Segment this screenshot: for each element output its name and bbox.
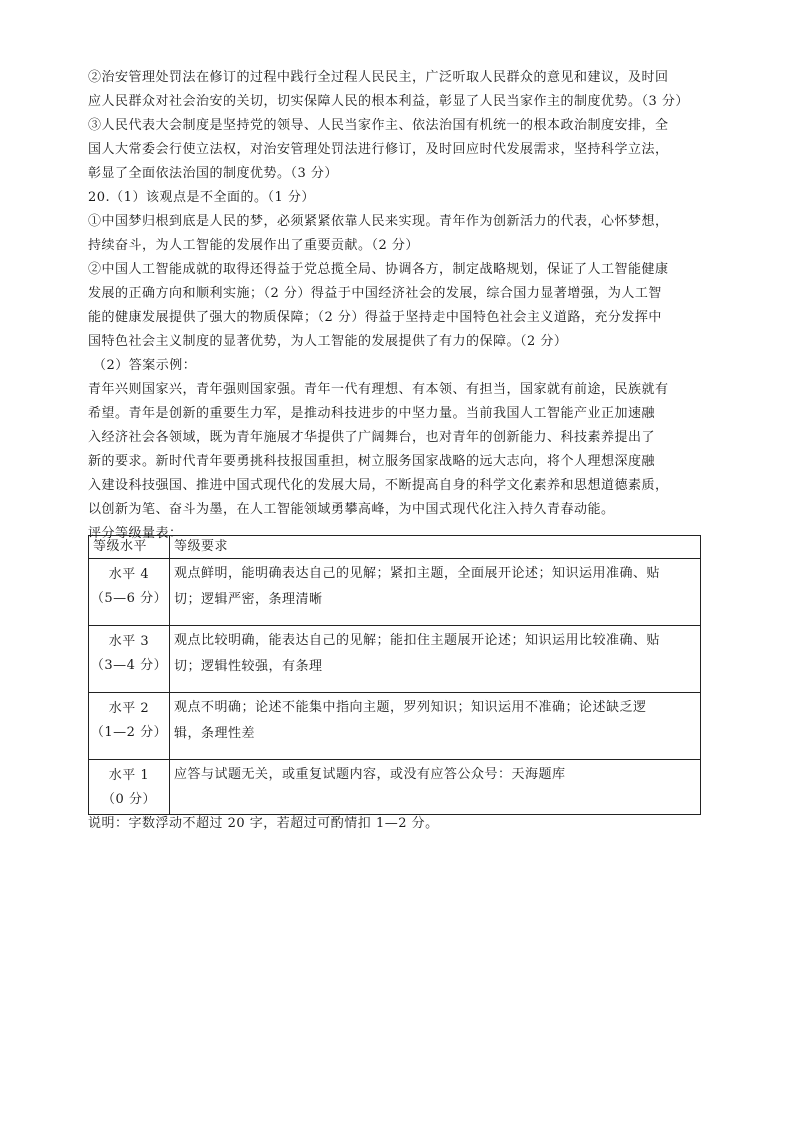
text-line: 入经济社会各领域，既为青年施展才华提供了广阔舞台，也对青年的创新能力、科技素养提出了 <box>88 430 656 445</box>
text-line: 持续奋斗，为人工智能的发展作出了重要贡献。（2 分） <box>88 238 419 253</box>
requirement-line: 观点鲜明，能明确表达自己的见解；紧扣主题，全面展开论述；知识运用准确、贴 <box>174 566 661 581</box>
header-level: 等级水平 <box>89 536 170 559</box>
text-line: 国特色社会主义制度的显著优势，为人工智能的发展提供了有力的保障。（2 分） <box>88 334 568 349</box>
text-line: 青年兴则国家兴，青年强则国家强。青年一代有理想、有本领、有担当，国家就有前途，民族就有 <box>88 382 669 397</box>
subquestion-heading: （2）答案示例： <box>93 358 197 373</box>
requirement-cell <box>170 626 701 693</box>
requirement-line: 应答与试题无关，或重复试题内容，或没有应答公众号：天海题库 <box>174 767 566 782</box>
level-cell <box>89 760 170 815</box>
text-line: 发展的正确方向和顺利实施；（2 分）得益于中国经济社会的发展，综合国力显著增强，为人工智 <box>88 286 662 301</box>
requirement-cell <box>170 760 701 815</box>
table-caption: 评分等级量表： <box>88 526 183 541</box>
level-score: （3—4 分） <box>90 658 168 673</box>
requirement-line: 观点比较明确，能表达自己的见解；能扣住主题展开论述；知识运用比较准确、贴 <box>174 633 661 648</box>
grading-table <box>88 535 701 815</box>
table-row <box>89 693 701 760</box>
text-line: 以创新为笔、奋斗为墨，在人工智能领域勇攀高峰，为中国式现代化注入持久青春动能。 <box>88 502 615 517</box>
text-line: 希望。青年是创新的重要生力军，是推动科技进步的中坚力量。当前我国人工智能产业正加速融 <box>88 406 656 421</box>
header-requirement: 等级要求 <box>170 536 701 559</box>
answer-text <box>88 66 728 546</box>
text-line: 能的健康发展提供了强大的物质保障；（2 分）得益于坚持走中国特色社会主义道路，充分发挥中 <box>88 310 662 325</box>
level-name: 水平 4 <box>108 567 150 582</box>
level-cell <box>89 693 170 760</box>
text-line: 新的要求。新时代青年要勇挑科技报国重担，树立服务国家战略的远大志向，将个人理想深度融 <box>88 454 656 469</box>
table-header-row <box>89 536 701 559</box>
footnote: 说明：字数浮动不超过 20 字，若超过可酌情扣 1—2 分。 <box>88 816 439 831</box>
table-row <box>89 760 701 815</box>
text-line: ②治安管理处罚法在修订的过程中践行全过程人民民主，广泛听取人民群众的意见和建议，及时回 <box>88 70 669 85</box>
text-line: ②中国人工智能成就的取得还得益于党总揽全局、协调各方，制定战略规划，保证了人工智能健康 <box>88 262 669 277</box>
text-line: 应人民群众对社会治安的关切，切实保障人民的根本利益，彰显了人民当家作主的制度优势。（3 分） <box>88 94 689 109</box>
text-line: ③人民代表大会制度是坚持党的领导、人民当家作主、依法治国有机统一的根本政治制度安排，全 <box>88 118 669 133</box>
text-line: 入建设科技强国、推进中国式现代化的发展大局，不断提高自身的科学文化素养和思想道德素质， <box>88 478 669 493</box>
requirement-cell <box>170 693 701 760</box>
text-line: 彰显了全面依法治国的制度优势。（3 分） <box>88 166 338 181</box>
requirement-line: 观点不明确；论述不能集中指向主题，罗列知识；知识运用不准确；论述缺乏逻 <box>174 700 647 715</box>
level-name: 水平 2 <box>108 701 150 716</box>
level-score: （1—2 分） <box>90 725 168 740</box>
table-row <box>89 626 701 693</box>
question-heading: 20.（1）该观点是不全面的。（1 分） <box>88 190 315 205</box>
requirement-line: 辑，条理性差 <box>174 726 256 741</box>
level-score: （5—6 分） <box>90 591 168 606</box>
level-name: 水平 1 <box>108 768 150 783</box>
level-name: 水平 3 <box>108 634 150 649</box>
requirement-cell <box>170 559 701 626</box>
level-score: （0 分） <box>102 792 156 807</box>
level-cell <box>89 626 170 693</box>
text-line: ①中国梦归根到底是人民的梦，必须紧紧依靠人民来实现。青年作为创新活力的代表，心怀梦想， <box>88 214 669 229</box>
requirement-line: 切；逻辑严密，条理清晰 <box>174 592 323 607</box>
table-row <box>89 559 701 626</box>
text-line: 国人大常委会行使立法权，对治安管理处罚法进行修订，及时回应时代发展需求，坚持科学立法， <box>88 142 669 157</box>
requirement-line: 切；逻辑性较强，有条理 <box>174 659 323 674</box>
level-cell <box>89 559 170 626</box>
